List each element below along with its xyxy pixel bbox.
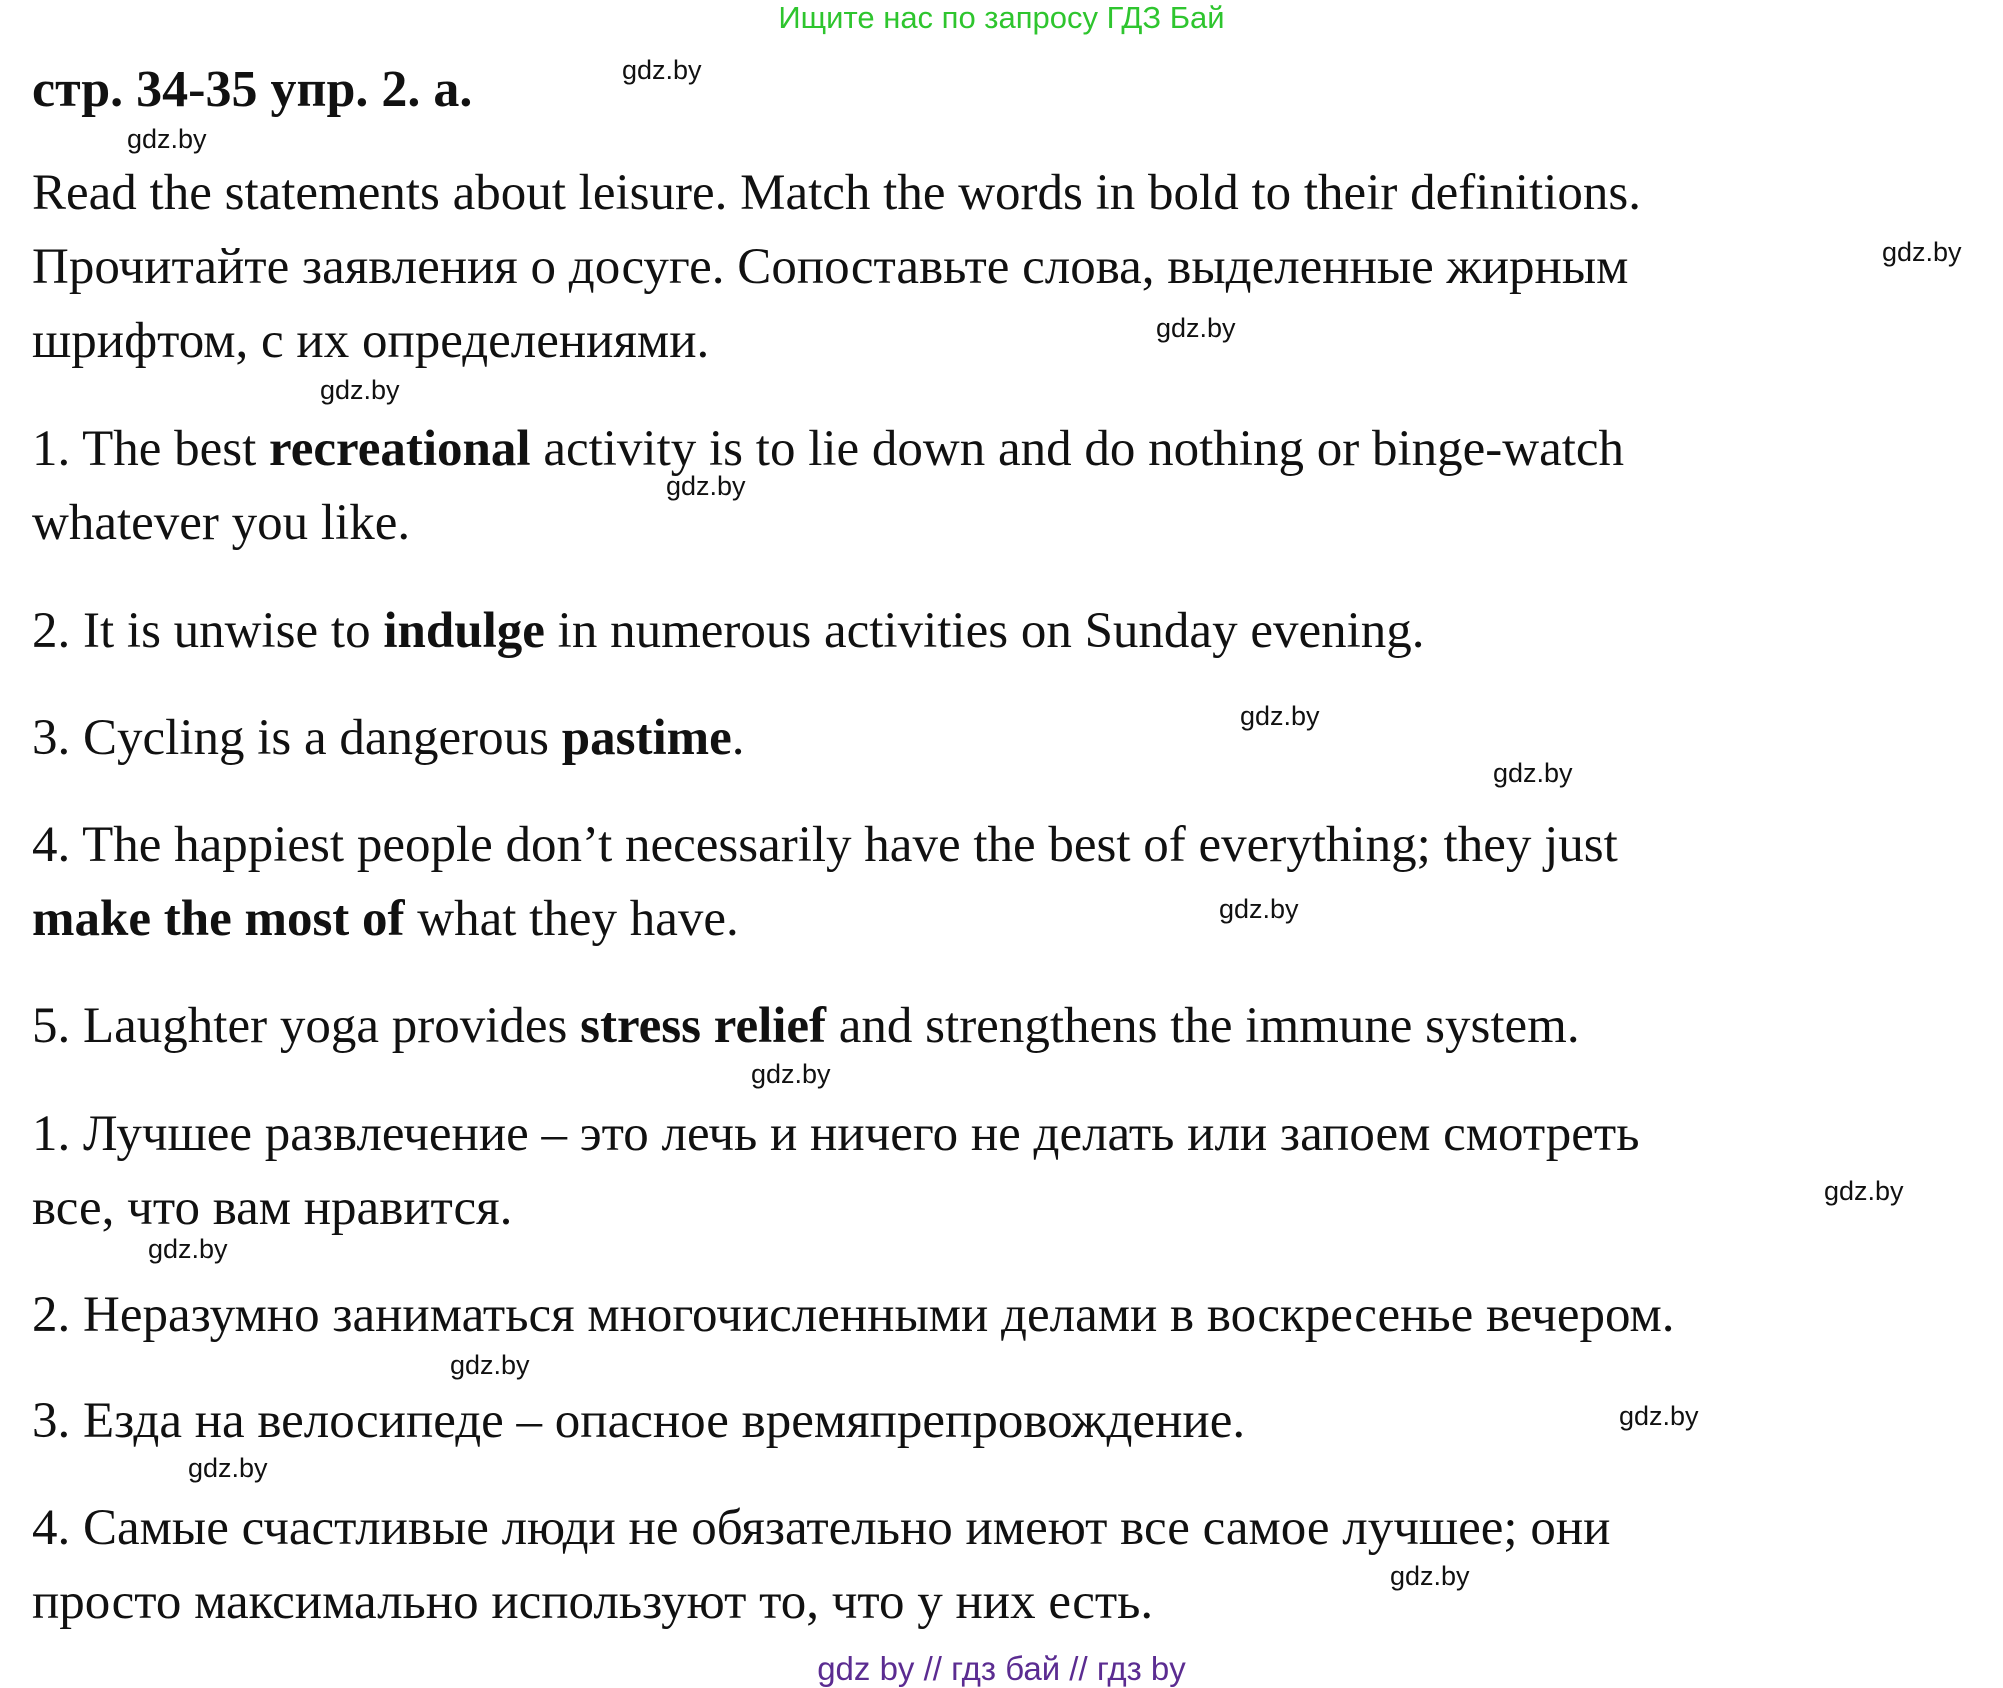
statement-1-line2: whatever you like. <box>32 495 411 551</box>
watermark: gdz.by <box>450 1350 530 1380</box>
page-title: стр. 34-35 упр. 2. а. <box>32 61 473 118</box>
statement-1-prefix: 1. The best <box>32 421 270 477</box>
translation-1-line1: 1. Лучшее развлечение – это лечь и ничего не делать или запоем смотреть <box>32 1106 1640 1162</box>
statement-4-suffix: what they have. <box>404 891 739 947</box>
watermark: gdz.by <box>1390 1561 1470 1591</box>
translation-3: 3. Езда на велосипеде – опасное времяпрепровождение. <box>32 1393 1246 1449</box>
translation-2: 2. Неразумно заниматься многочисленными делами в воскресенье вечером. <box>32 1287 1675 1343</box>
watermark: gdz.by <box>127 124 207 154</box>
watermark: gdz.by <box>1882 237 1962 267</box>
statement-2-bold-word: indulge <box>383 603 545 659</box>
watermark: gdz.by <box>666 471 746 501</box>
statement-5 <box>32 996 1580 1056</box>
instruction-russian-line1: Прочитайте заявления о досуге. Сопоставьте слова, выделенные жирным <box>32 239 1629 295</box>
statement-1-bold-word: recreational <box>269 421 531 477</box>
watermark: gdz.by <box>1156 313 1236 343</box>
watermark: gdz.by <box>1219 894 1299 924</box>
statement-2-suffix: in numerous activities on Sunday evening. <box>544 603 1425 659</box>
translation-4-line1: 4. Самые счастливые люди не обязательно имеют все самое лучшее; они <box>32 1500 1611 1556</box>
statement-2-prefix: 2. It is unwise to <box>32 603 384 659</box>
statement-3-bold-word: pastime <box>561 710 732 766</box>
instruction-russian-line2: шрифтом, с их определениями. <box>32 313 710 369</box>
statement-4-line2 <box>32 889 739 949</box>
statement-3-prefix: 3. Cycling is a dangerous <box>32 710 562 766</box>
watermark: gdz.by <box>148 1234 228 1264</box>
search-banner: Ищите нас по запросу ГДЗ Бай <box>778 0 1225 35</box>
watermark: gdz.by <box>1240 701 1320 731</box>
statement-2 <box>32 601 1425 661</box>
statement-3-suffix: . <box>731 710 745 766</box>
statement-4-bold-phrase: make the most of <box>32 891 405 947</box>
watermark: gdz.by <box>751 1059 831 1089</box>
statement-1-line1 <box>32 419 1624 479</box>
statement-3 <box>32 708 744 768</box>
footer-links: gdz by // гдз бай // гдз by <box>817 1650 1186 1687</box>
watermark: gdz.by <box>1619 1401 1699 1431</box>
watermark: gdz.by <box>188 1453 268 1483</box>
watermark: gdz.by <box>320 375 400 405</box>
watermark: gdz.by <box>1824 1176 1904 1206</box>
translation-4-line2: просто максимально используют то, что у них есть. <box>32 1574 1154 1630</box>
watermark: gdz.by <box>1493 758 1573 788</box>
statement-5-prefix: 5. Laughter yoga provides <box>32 998 581 1054</box>
instruction-english: Read the statements about leisure. Match the words in bold to their definitions. <box>32 165 1641 221</box>
translation-1-line2: все, что вам нравится. <box>32 1180 513 1236</box>
statement-1-suffix: activity is to lie down and do nothing or binge-watch <box>530 421 1625 477</box>
watermark: gdz.by <box>622 55 702 85</box>
statement-5-bold-phrase: stress relief <box>580 998 827 1054</box>
statement-5-suffix: and strengthens the immune system. <box>826 998 1580 1054</box>
statement-4-line1: 4. The happiest people don’t necessarily have the best of everything; they just <box>32 817 1618 873</box>
